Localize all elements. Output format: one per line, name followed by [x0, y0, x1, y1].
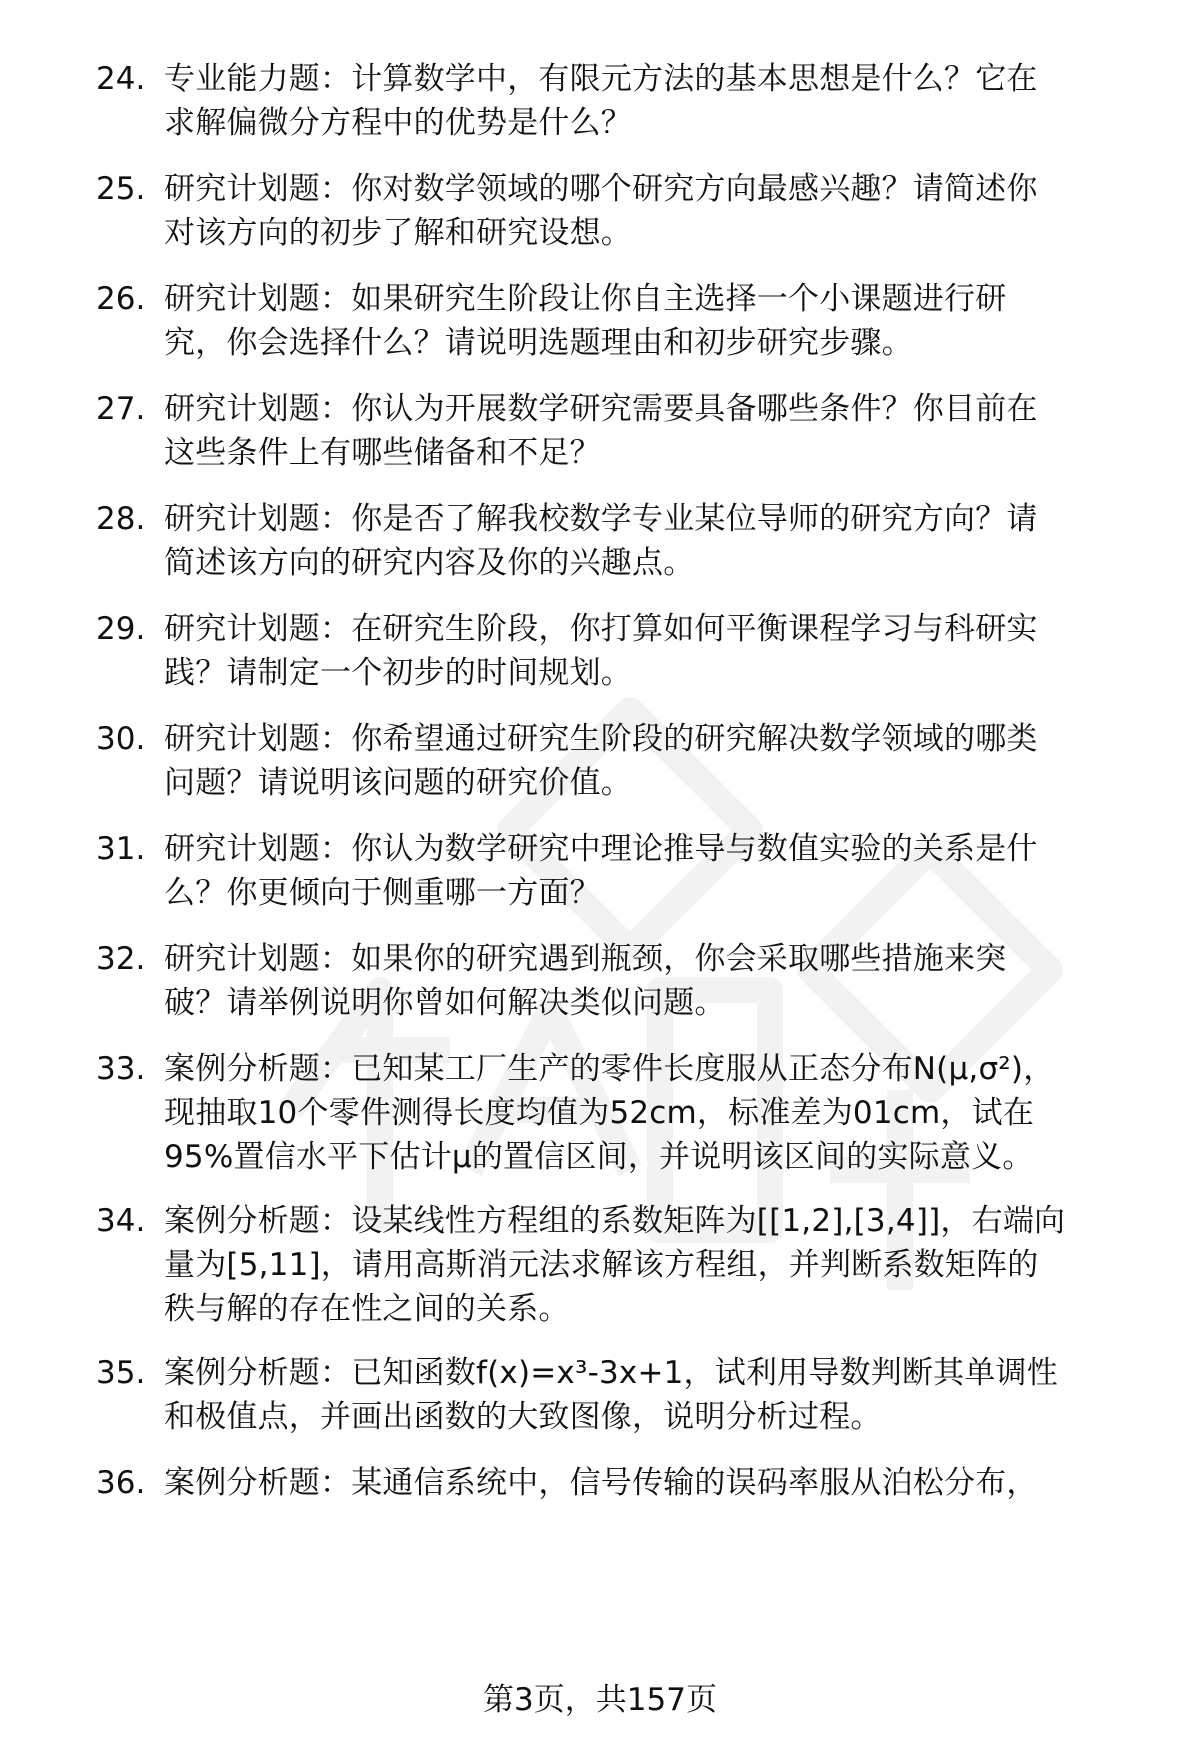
question-number: 36. [96, 1465, 146, 1501]
question-line: 研究计划题：你是否了解我校数学专业某位导师的研究方向？请 [164, 501, 1038, 537]
question-number: 30. [96, 721, 146, 757]
list-item [0, 277, 1200, 387]
question-line: 问题？请说明该问题的研究价值。 [164, 765, 632, 801]
question-text [164, 167, 1104, 255]
question-text [164, 607, 1104, 695]
question-text [164, 277, 1104, 365]
question-text [164, 717, 1104, 805]
list-item [0, 937, 1200, 1047]
list-item [0, 607, 1200, 717]
list-item [0, 1047, 1200, 1199]
list-item [0, 1351, 1200, 1461]
question-line: 对该方向的初步了解和研究设想。 [164, 215, 632, 251]
list-item [0, 57, 1200, 167]
question-number: 24. [96, 61, 146, 97]
question-text [164, 497, 1104, 585]
question-line: 么？你更倾向于侧重哪一方面？ [164, 875, 601, 911]
question-line: 践？请制定一个初步的时间规划。 [164, 655, 632, 691]
question-line: 研究计划题：你希望通过研究生阶段的研究解决数学领域的哪类 [164, 721, 1038, 757]
page-number-footer: 第3页，共157页 [483, 1682, 717, 1718]
question-number: 34. [96, 1203, 146, 1239]
question-line: 现抽取10个零件测得长度均值为52cm，标准差为01cm，试在 [164, 1095, 1035, 1131]
question-number: 26. [96, 281, 146, 317]
question-line: 秩与解的存在性之间的关系。 [164, 1291, 570, 1327]
question-number: 25. [96, 171, 146, 207]
question-line: 简述该方向的研究内容及你的兴趣点。 [164, 545, 695, 581]
list-item [0, 167, 1200, 277]
question-line: 案例分析题：已知某工厂生产的零件长度服从正态分布N(μ,σ²)， [164, 1051, 1055, 1087]
list-item [0, 827, 1200, 937]
list-item [0, 1199, 1200, 1351]
question-text [164, 57, 1104, 145]
question-line: 研究计划题：在研究生阶段，你打算如何平衡课程学习与科研实 [164, 611, 1038, 647]
question-line: 研究计划题：如果研究生阶段让你自主选择一个小课题进行研 [164, 281, 1007, 317]
question-text [164, 387, 1104, 475]
question-line: 案例分析题：已知函数f(x)=x³-3x+1，试利用导数判断其单调性 [164, 1355, 1058, 1391]
question-text [164, 1461, 1104, 1505]
list-item [0, 497, 1200, 607]
question-line: 案例分析题：某通信系统中，信号传输的误码率服从泊松分布， [164, 1465, 1038, 1501]
question-line: 95%置信水平下估计μ的置信区间，并说明该区间的实际意义。 [164, 1139, 1034, 1175]
question-line: 研究计划题：你认为开展数学研究需要具备哪些条件？你目前在 [164, 391, 1038, 427]
question-line: 求解偏微分方程中的优势是什么？ [164, 105, 632, 141]
question-text [164, 1351, 1104, 1439]
question-line: 研究计划题：如果你的研究遇到瓶颈，你会采取哪些措施来突 [164, 941, 1007, 977]
question-line: 研究计划题：你对数学领域的哪个研究方向最感兴趣？请简述你 [164, 171, 1038, 207]
question-line: 专业能力题：计算数学中，有限元方法的基本思想是什么？它在 [164, 61, 1038, 97]
question-number: 35. [96, 1355, 146, 1391]
question-number: 32. [96, 941, 146, 977]
question-line: 破？请举例说明你曾如何解决类似问题。 [164, 985, 726, 1021]
question-line: 这些条件上有哪些储备和不足？ [164, 435, 601, 471]
question-line: 案例分析题：设某线性方程组的系数矩阵为[[1,2],[3,4]]，右端向 [164, 1203, 1066, 1239]
question-line: 量为[5,11]，请用高斯消元法求解该方程组，并判断系数矩阵的 [164, 1247, 1039, 1283]
question-line: 和极值点，并画出函数的大致图像，说明分析过程。 [164, 1399, 882, 1435]
question-line: 究，你会选择什么？请说明选题理由和初步研究步骤。 [164, 325, 913, 361]
question-number: 29. [96, 611, 146, 647]
list-item [0, 717, 1200, 827]
list-item [0, 1461, 1200, 1521]
question-line: 研究计划题：你认为数学研究中理论推导与数值实验的关系是什 [164, 831, 1038, 867]
question-text [164, 827, 1104, 915]
question-number: 31. [96, 831, 146, 867]
question-text [164, 937, 1104, 1025]
question-number: 33. [96, 1051, 146, 1087]
question-number: 27. [96, 391, 146, 427]
list-item [0, 387, 1200, 497]
question-text [164, 1047, 1104, 1179]
question-number: 28. [96, 501, 146, 537]
question-text [164, 1199, 1104, 1331]
